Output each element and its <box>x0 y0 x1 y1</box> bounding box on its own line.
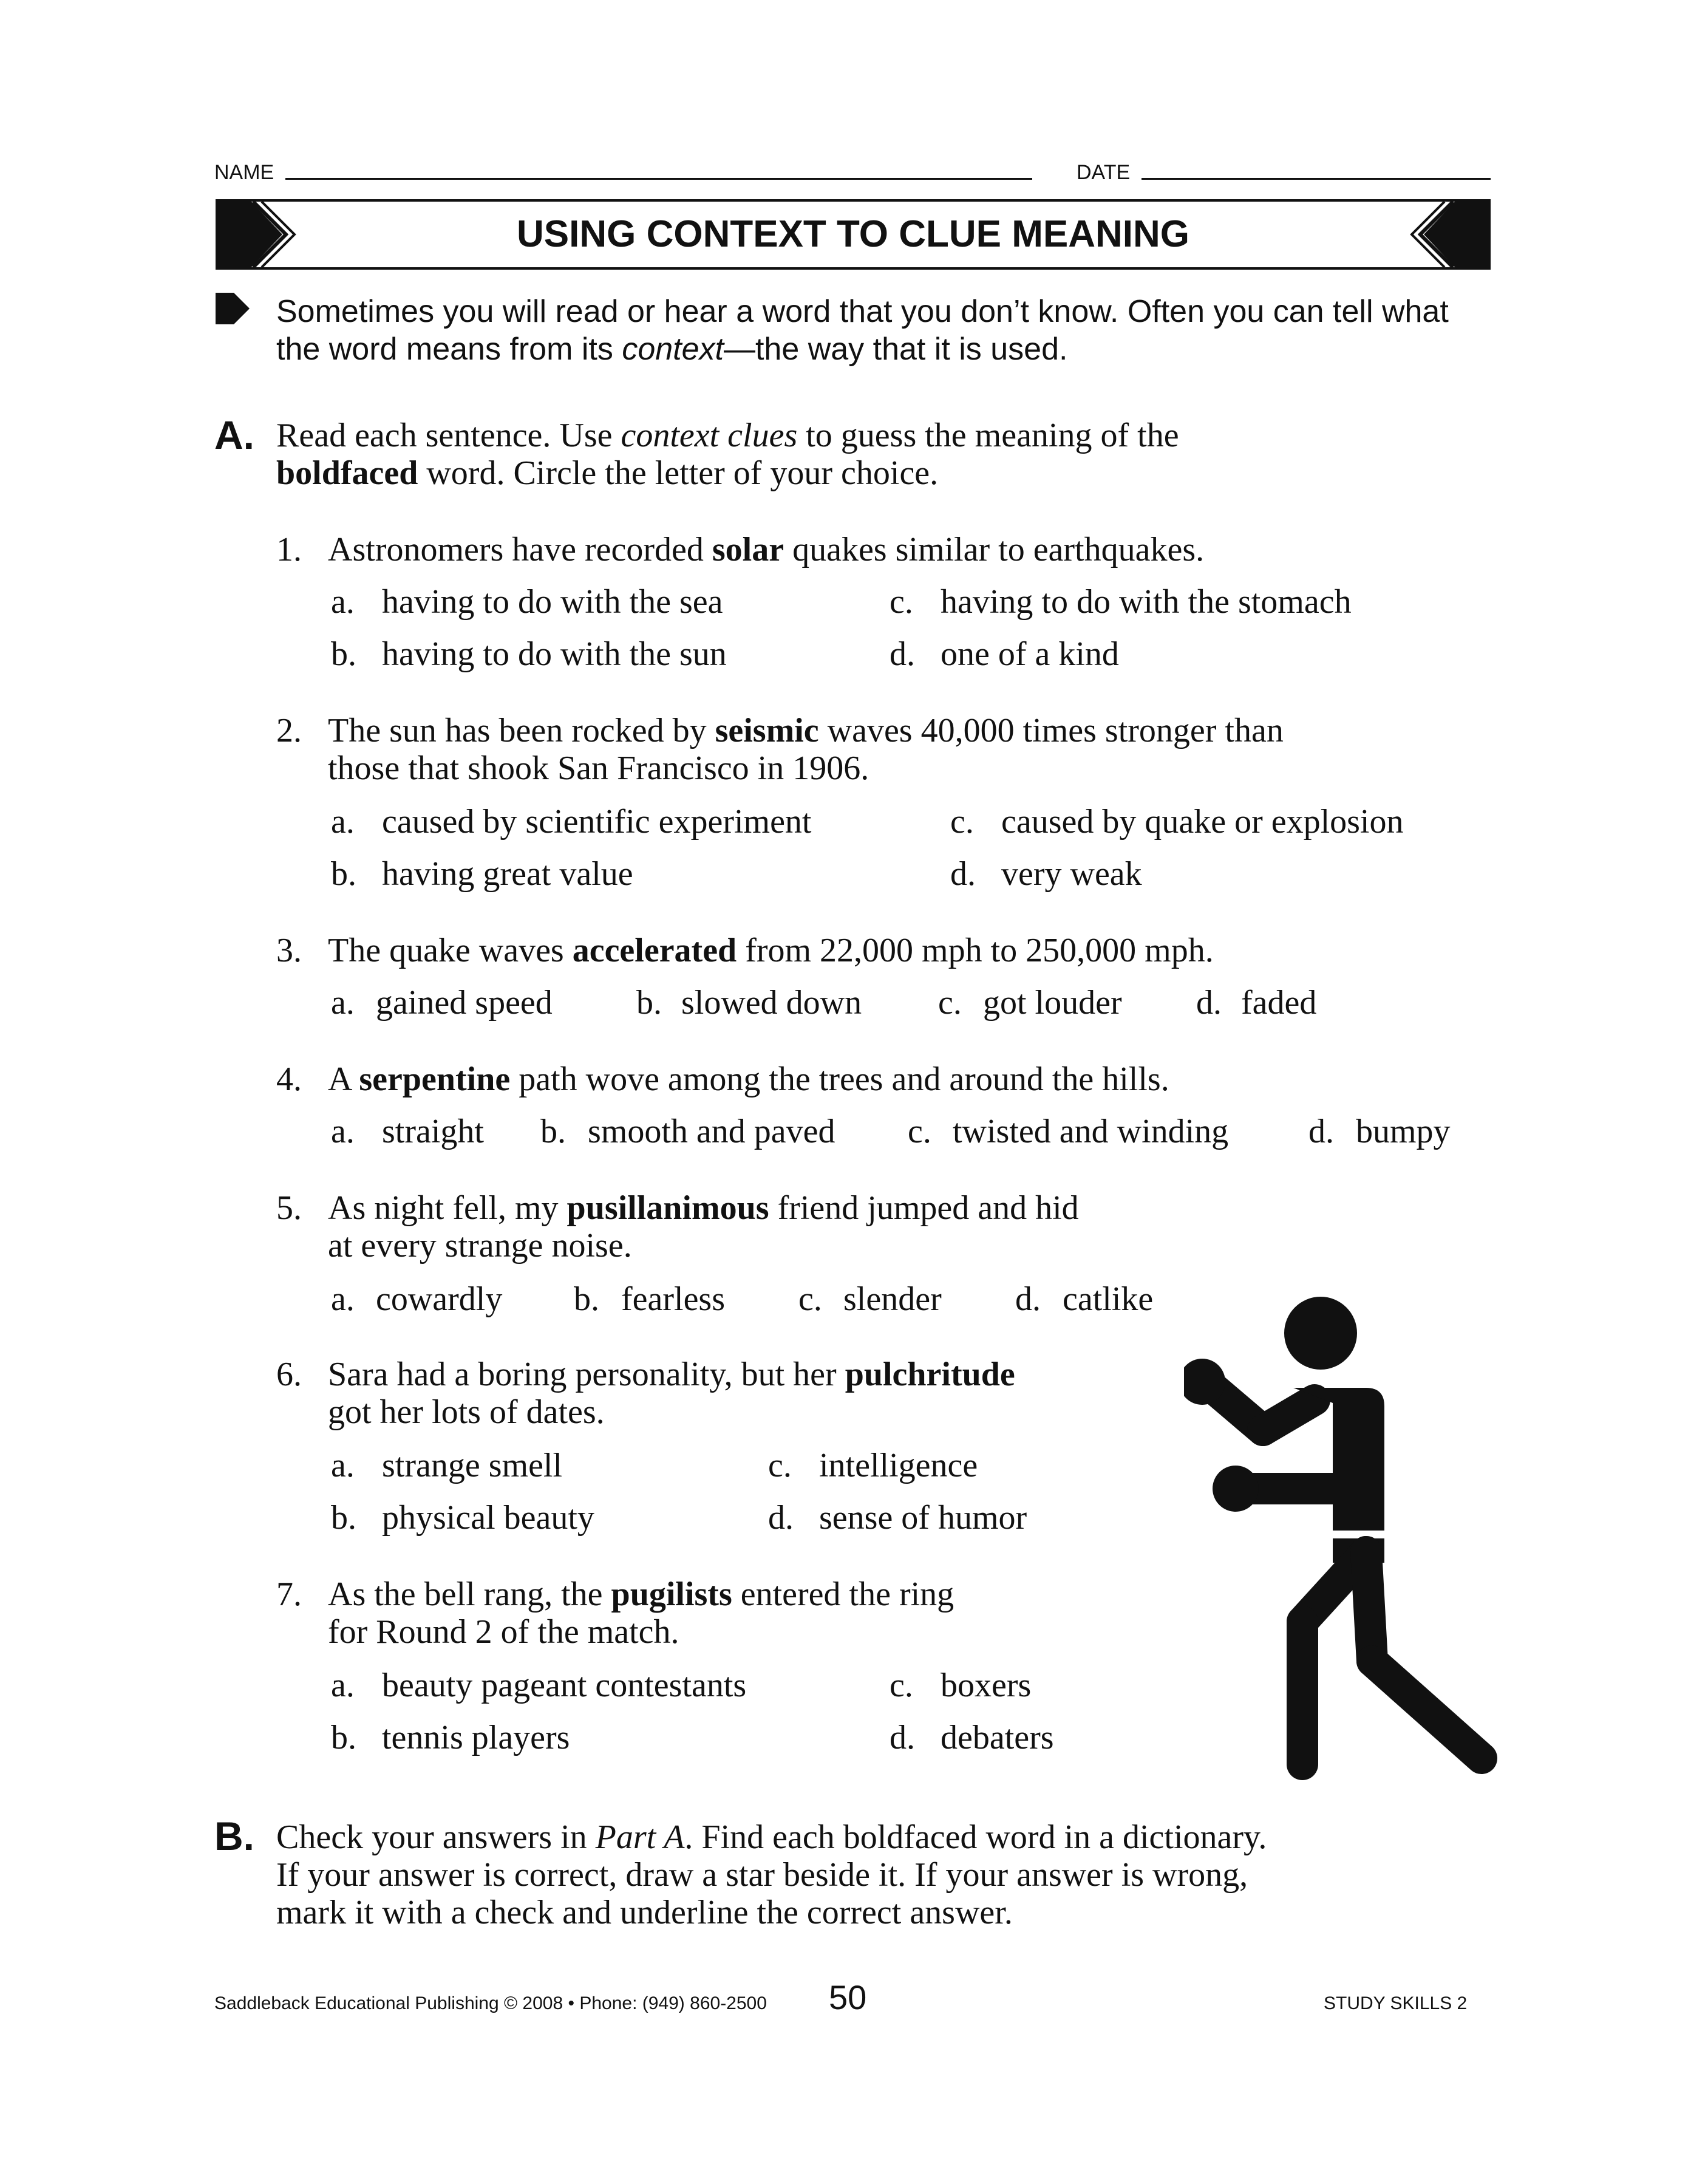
question-text-after: from 22,000 mph to 250,000 mph. <box>737 932 1214 969</box>
option-letter: c. <box>890 1667 913 1704</box>
section-a-text-3: word. Circle the letter of your choice. <box>418 454 939 492</box>
option-7c[interactable] <box>890 1667 1031 1704</box>
title-banner <box>216 199 1491 270</box>
section-b-text-2: . Find each boldfaced word in a dictionary. <box>684 1818 1267 1856</box>
question-text <box>328 1189 1079 1227</box>
name-label: NAME <box>214 161 274 184</box>
section-a-italic: context clues <box>621 417 798 454</box>
option-text: having to do with the stomach <box>941 583 1352 621</box>
option-text: caused by scientific experiment <box>382 803 812 841</box>
section-b-italic: Part A <box>595 1818 685 1856</box>
question-bold-word: pusillanimous <box>566 1189 769 1227</box>
option-text: faded <box>1241 984 1317 1022</box>
date-line <box>1142 178 1491 180</box>
option-1b[interactable] <box>331 635 727 673</box>
question-text <box>328 712 1284 749</box>
page-title: USING CONTEXT TO CLUE MEANING <box>516 213 1189 255</box>
option-text: twisted and winding <box>953 1113 1229 1150</box>
option-2b[interactable] <box>331 855 633 893</box>
section-b-letter: B. <box>214 1814 254 1859</box>
question-text-line2: those that shook San Francisco in 1906. <box>328 749 869 787</box>
question-number: 3. <box>276 932 302 969</box>
question-text <box>328 1060 1169 1098</box>
question-text-before: As the bell rang, the <box>328 1575 611 1613</box>
option-text: bumpy <box>1356 1113 1451 1150</box>
option-2a[interactable] <box>331 803 812 841</box>
boxer-pictogram-icon <box>1184 1291 1512 1795</box>
option-letter: a. <box>331 1113 355 1150</box>
option-letter: b. <box>331 1719 356 1756</box>
option-5b[interactable] <box>574 1280 725 1318</box>
question-text-after: quakes similar to earthquakes. <box>784 531 1205 568</box>
option-text: intelligence <box>819 1447 978 1484</box>
question-text-before: A <box>328 1060 359 1098</box>
section-a-bold: boldfaced <box>276 454 418 492</box>
option-3a[interactable] <box>331 984 553 1022</box>
question-text-after: friend jumped and hid <box>769 1189 1079 1227</box>
section-b-instructions <box>276 1818 1521 1931</box>
name-line <box>285 178 1032 180</box>
question-text-after: entered the ring <box>732 1575 954 1613</box>
option-letter: a. <box>331 803 355 841</box>
option-7a[interactable] <box>331 1667 746 1704</box>
option-letter: d. <box>890 635 915 673</box>
option-letter: d. <box>890 1719 915 1756</box>
option-letter: a. <box>331 583 355 621</box>
section-a-letter: A. <box>214 412 254 457</box>
option-7b[interactable] <box>331 1719 570 1756</box>
option-6d[interactable] <box>768 1499 1027 1537</box>
page-number: 50 <box>829 1978 867 2016</box>
question-number: 5. <box>276 1189 302 1227</box>
option-letter: a. <box>331 984 355 1022</box>
option-6b[interactable] <box>331 1499 594 1537</box>
option-7d[interactable] <box>890 1719 1054 1756</box>
option-text: got louder <box>983 984 1122 1022</box>
option-letter: d. <box>950 855 976 893</box>
question-bold-word: pugilists <box>611 1575 732 1613</box>
option-letter: d. <box>768 1499 794 1537</box>
option-letter: c. <box>798 1280 822 1318</box>
option-5c[interactable] <box>798 1280 942 1318</box>
option-letter: c. <box>908 1113 931 1150</box>
option-text: smooth and paved <box>588 1113 835 1150</box>
date-label: DATE <box>1077 161 1131 184</box>
option-letter: a. <box>331 1447 355 1484</box>
option-5a[interactable] <box>331 1280 502 1318</box>
option-letter: d. <box>1196 984 1222 1022</box>
section-a-instructions <box>276 417 1460 492</box>
option-text: sense of humor <box>819 1499 1027 1537</box>
option-text: debaters <box>941 1719 1054 1756</box>
option-3b[interactable] <box>636 984 862 1022</box>
option-text: slowed down <box>681 984 862 1022</box>
option-letter: c. <box>950 803 974 841</box>
intro-part1: Sometimes you will read or hear a word that you don’t know. Often you can tell what the word means from its <box>276 294 1449 367</box>
option-letter: b. <box>331 1499 356 1537</box>
option-text: gained speed <box>376 984 553 1022</box>
question-text-before: Astronomers have recorded <box>328 531 712 568</box>
question-text-after: waves 40,000 times stronger than <box>818 712 1284 749</box>
question-text-before: The sun has been rocked by <box>328 712 715 749</box>
question-number: 2. <box>276 712 302 749</box>
banner-right-arrow-icon <box>1406 199 1491 270</box>
option-text: slender <box>843 1280 942 1318</box>
option-3d[interactable] <box>1196 984 1316 1022</box>
question-text <box>328 531 1204 568</box>
question-text-line2: for Round 2 of the match. <box>328 1613 679 1651</box>
section-b-line3: mark it with a check and underline the correct answer. <box>276 1894 1013 1931</box>
option-text: caused by quake or explosion <box>1001 803 1404 841</box>
option-5d[interactable] <box>1015 1280 1153 1318</box>
option-text: one of a kind <box>941 635 1119 673</box>
question-number: 7. <box>276 1575 302 1613</box>
option-text: catlike <box>1063 1280 1154 1318</box>
question-number: 4. <box>276 1060 302 1098</box>
option-1d[interactable] <box>890 635 1119 673</box>
option-letter: c. <box>890 583 913 621</box>
footer-book-title: STUDY SKILLS 2 <box>1324 1993 1468 2013</box>
option-text: beauty pageant contestants <box>382 1667 747 1704</box>
option-text: fearless <box>621 1280 726 1318</box>
option-text: straight <box>382 1113 484 1150</box>
option-letter: b. <box>636 984 662 1022</box>
section-b-line2: If your answer is correct, draw a star beside it. If your answer is wrong, <box>276 1856 1248 1894</box>
question-text <box>328 932 1214 969</box>
question-bold-word: solar <box>712 531 784 568</box>
option-letter: c. <box>938 984 962 1022</box>
question-text-line2: got her lots of dates. <box>328 1393 605 1431</box>
question-text-line2: at every strange noise. <box>328 1227 632 1265</box>
option-text: tennis players <box>382 1719 570 1756</box>
option-1c[interactable] <box>890 583 1352 621</box>
option-text: having to do with the sun <box>382 635 727 673</box>
option-1a[interactable] <box>331 583 723 621</box>
section-a-text-1: Read each sentence. Use <box>276 417 621 454</box>
option-letter: b. <box>331 635 356 673</box>
option-letter: a. <box>331 1667 355 1704</box>
option-letter: d. <box>1015 1280 1041 1318</box>
option-text: having to do with the sea <box>382 583 723 621</box>
option-4d[interactable] <box>1308 1113 1451 1150</box>
intro-part2: —the way that it is used. <box>723 332 1068 367</box>
intro-text <box>276 293 1460 368</box>
intro-marker-icon <box>214 290 251 327</box>
question-number: 6. <box>276 1356 302 1393</box>
option-text: cowardly <box>376 1280 503 1318</box>
option-letter: b. <box>574 1280 599 1318</box>
option-4b[interactable] <box>540 1113 835 1150</box>
question-text-before: Sara had a boring personality, but her <box>328 1356 845 1393</box>
intro-italic-word: context <box>622 332 724 367</box>
option-text: boxers <box>941 1667 1032 1704</box>
question-text <box>328 1356 1015 1393</box>
question-bold-word: seismic <box>715 712 819 749</box>
option-text: very weak <box>1001 855 1142 893</box>
question-text-before: The quake waves <box>328 932 573 969</box>
option-letter: b. <box>331 855 356 893</box>
question-number: 1. <box>276 531 302 568</box>
option-3c[interactable] <box>938 984 1122 1022</box>
option-4a[interactable] <box>331 1113 484 1150</box>
question-text <box>328 1575 954 1613</box>
section-b-text-1: Check your answers in <box>276 1818 596 1856</box>
option-letter: b. <box>540 1113 566 1150</box>
question-bold-word: serpentine <box>359 1060 511 1098</box>
option-text: strange smell <box>382 1447 563 1484</box>
option-text: having great value <box>382 855 633 893</box>
option-6a[interactable] <box>331 1447 562 1484</box>
question-text-after: path wove among the trees and around the hills. <box>510 1060 1169 1098</box>
option-letter: a. <box>331 1280 355 1318</box>
option-6c[interactable] <box>768 1447 978 1484</box>
option-text: physical beauty <box>382 1499 594 1537</box>
question-bold-word: pulchritude <box>845 1356 1015 1393</box>
option-letter: c. <box>768 1447 792 1484</box>
section-a-text-2: to guess the meaning of the <box>797 417 1179 454</box>
option-4c[interactable] <box>908 1113 1228 1150</box>
footer-publisher: Saddleback Educational Publishing © 2008 • Phone: (949) 860-2500 <box>214 1993 767 2013</box>
option-letter: d. <box>1308 1113 1334 1150</box>
question-text-before: As night fell, my <box>328 1189 567 1227</box>
option-2c[interactable] <box>950 803 1403 841</box>
option-2d[interactable] <box>950 855 1142 893</box>
question-bold-word: accelerated <box>572 932 737 969</box>
